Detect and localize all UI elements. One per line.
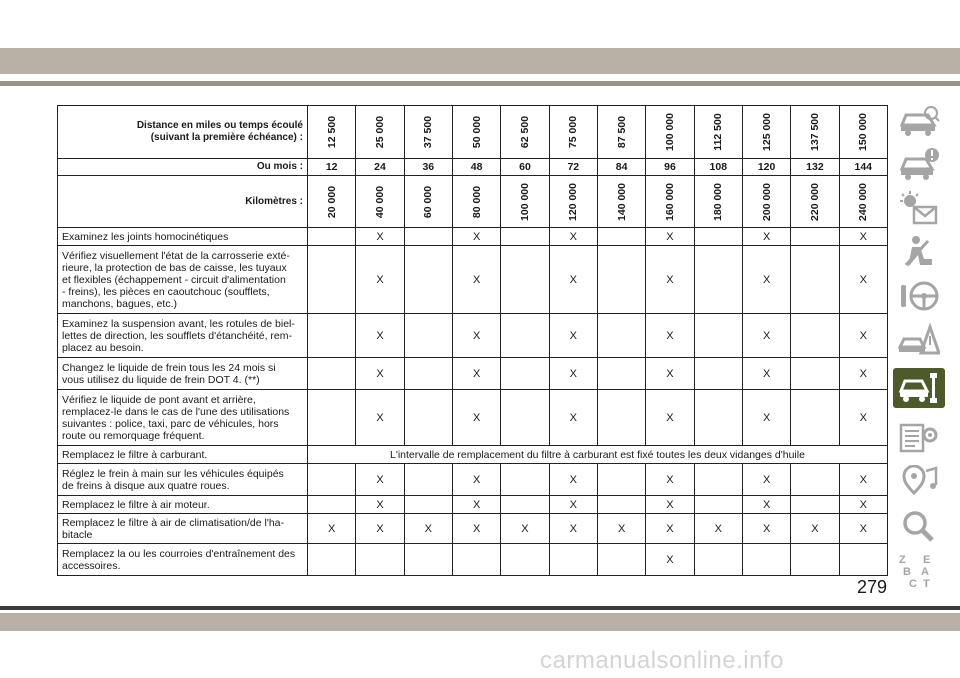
fuel-filter-interval-note: L'intervalle de remplacement du filtre à carburant est fixé toutes les deux vidanges d'huile <box>308 446 888 464</box>
interval-mark <box>791 228 839 246</box>
index-letter: T <box>923 578 930 590</box>
maintenance-row <box>58 358 888 390</box>
interval-mark: X <box>839 358 887 390</box>
interval-mark <box>742 544 790 576</box>
km-value: 240 000 <box>857 182 870 221</box>
maintenance-row <box>58 446 888 464</box>
miles-column-header <box>694 106 742 159</box>
footer-rule <box>0 606 960 610</box>
interval-mark <box>694 496 742 514</box>
interval-mark <box>839 544 887 576</box>
breakdown-icon[interactable] <box>893 320 945 360</box>
interval-mark <box>404 390 452 446</box>
maintenance-task-label: Examinez les joints homocinétiques <box>58 228 308 246</box>
km-value: 200 000 <box>760 182 773 221</box>
interval-mark <box>404 544 452 576</box>
months-value: 144 <box>839 159 887 176</box>
km-column-header <box>646 176 694 228</box>
months-label: Ou mois : <box>58 159 308 176</box>
interval-mark: X <box>452 514 500 544</box>
miles-value: 125 000 <box>760 113 773 151</box>
km-header-row <box>58 176 888 228</box>
interval-mark: X <box>694 514 742 544</box>
interval-mark: X <box>742 228 790 246</box>
distance-header-label <box>58 106 308 159</box>
interval-mark: X <box>356 314 404 358</box>
footer-band <box>0 613 960 631</box>
maintenance-task-label: Vérifiez le liquide de pont avant et arrière, remplacez-le dans le cas de l'une des utilisations suivantes : police, taxi, parc de véhicules, hors route ou remorquage fréquent. <box>58 390 308 446</box>
interval-mark: X <box>646 228 694 246</box>
interval-mark: X <box>549 358 597 390</box>
interval-mark <box>694 246 742 314</box>
interval-mark <box>791 544 839 576</box>
interval-mark <box>791 246 839 314</box>
interval-mark <box>308 544 356 576</box>
warning-lights-icon[interactable] <box>893 188 945 228</box>
interval-mark: X <box>646 514 694 544</box>
page-number: 279 <box>857 577 888 597</box>
miles-value: 87 500 <box>615 115 628 149</box>
miles-value: 75 000 <box>567 115 580 149</box>
interval-mark: X <box>452 390 500 446</box>
interval-mark: X <box>452 246 500 314</box>
maintenance-task-label: Réglez le frein à main sur les véhicules équipés de freins à disque aux quatre roues. <box>58 464 308 496</box>
interval-mark: X <box>742 358 790 390</box>
km-value: 60 000 <box>422 185 435 218</box>
interval-mark <box>501 464 549 496</box>
interval-mark <box>404 228 452 246</box>
interval-mark <box>501 496 549 514</box>
km-value: 100 000 <box>518 182 531 221</box>
months-value: 48 <box>452 159 500 176</box>
km-column-header <box>501 176 549 228</box>
interval-mark <box>501 390 549 446</box>
interval-mark: X <box>742 246 790 314</box>
warning-car-icon[interactable] <box>893 144 945 184</box>
interval-mark: X <box>452 228 500 246</box>
miles-value: 25 000 <box>373 115 386 149</box>
maintenance-table <box>57 105 888 576</box>
interval-mark: X <box>646 390 694 446</box>
interval-mark: X <box>839 246 887 314</box>
interval-mark: X <box>839 228 887 246</box>
header-rule <box>0 81 960 86</box>
interval-mark <box>356 544 404 576</box>
km-label: Kilomètres : <box>58 176 308 228</box>
miles-value: 100 000 <box>663 113 676 151</box>
km-column-header <box>597 176 645 228</box>
maintenance-task-label: Remplacez la ou les courroies d'entraînement des accessoires. <box>58 544 308 576</box>
miles-column-header <box>791 106 839 159</box>
miles-value: 50 000 <box>470 115 483 149</box>
interval-mark: X <box>646 544 694 576</box>
interval-mark: X <box>646 464 694 496</box>
miles-column-header <box>839 106 887 159</box>
interval-mark <box>549 544 597 576</box>
maintenance-task-label: Examinez la suspension avant, les rotules de biel- lettes de direction, les soufflets d'étanchéité, rem- placez au besoin. <box>58 314 308 358</box>
months-value: 120 <box>742 159 790 176</box>
interval-mark <box>694 544 742 576</box>
miles-value: 137 500 <box>808 113 821 151</box>
km-column-header <box>694 176 742 228</box>
index-letter: A <box>921 566 929 578</box>
interval-mark: X <box>549 246 597 314</box>
interval-mark <box>597 496 645 514</box>
miles-column-header <box>356 106 404 159</box>
interval-mark: X <box>742 496 790 514</box>
interval-mark <box>597 390 645 446</box>
km-value: 20 000 <box>325 185 338 218</box>
km-value: 180 000 <box>712 182 725 221</box>
interval-mark: X <box>646 496 694 514</box>
months-value: 96 <box>646 159 694 176</box>
maintenance-task-label: Vérifiez visuellement l'état de la carrosserie exté- rieure, la protection de bas de caisse, les tuyaux et flexibles (échappement - circuit d'alimentation - freins), les pièces en caoutchouc (soufflets, manchons, bagues, etc.) <box>58 246 308 314</box>
interval-mark: X <box>549 464 597 496</box>
months-value: 24 <box>356 159 404 176</box>
miles-column-header <box>597 106 645 159</box>
interval-mark: X <box>839 514 887 544</box>
interval-mark: X <box>356 464 404 496</box>
interval-mark <box>308 358 356 390</box>
km-column-header <box>404 176 452 228</box>
interval-mark <box>404 314 452 358</box>
months-value: 84 <box>597 159 645 176</box>
miles-column-header <box>742 106 790 159</box>
months-value: 72 <box>549 159 597 176</box>
interval-mark: X <box>356 514 404 544</box>
interval-mark <box>404 464 452 496</box>
interval-mark <box>597 464 645 496</box>
months-value: 60 <box>501 159 549 176</box>
interval-mark: X <box>839 464 887 496</box>
interval-mark: X <box>452 358 500 390</box>
km-column-header <box>549 176 597 228</box>
interval-mark: X <box>356 496 404 514</box>
km-column-header <box>839 176 887 228</box>
interval-mark: X <box>549 228 597 246</box>
miles-column-header <box>501 106 549 159</box>
interval-mark: X <box>742 390 790 446</box>
maintenance-row <box>58 228 888 246</box>
index-letter: Z <box>899 554 906 566</box>
interval-mark <box>597 314 645 358</box>
interval-mark <box>308 496 356 514</box>
interval-mark <box>501 544 549 576</box>
interval-mark <box>452 544 500 576</box>
km-column-header <box>308 176 356 228</box>
maintenance-row <box>58 246 888 314</box>
maintenance-task-label: Remplacez le filtre à carburant. <box>58 446 308 464</box>
miles-value: 37 500 <box>422 115 435 149</box>
interval-mark: X <box>839 390 887 446</box>
miles-header-row <box>58 106 888 159</box>
interval-mark <box>791 496 839 514</box>
interval-mark <box>501 314 549 358</box>
km-column-header <box>452 176 500 228</box>
months-value: 36 <box>404 159 452 176</box>
interval-mark: X <box>791 514 839 544</box>
miles-column-header <box>308 106 356 159</box>
interval-mark <box>404 246 452 314</box>
car-maintenance-icon[interactable] <box>893 368 945 408</box>
months-value: 132 <box>791 159 839 176</box>
km-value: 80 000 <box>470 185 483 218</box>
interval-mark: X <box>356 358 404 390</box>
miles-value: 112 500 <box>712 113 725 151</box>
km-column-header <box>791 176 839 228</box>
interval-mark: X <box>452 496 500 514</box>
km-value: 40 000 <box>373 185 386 218</box>
maintenance-task-label: Remplacez le filtre à air moteur. <box>58 496 308 514</box>
interval-mark <box>308 314 356 358</box>
months-value: 12 <box>308 159 356 176</box>
interval-mark <box>597 246 645 314</box>
interval-mark: X <box>549 514 597 544</box>
interval-mark: X <box>404 514 452 544</box>
interval-mark <box>597 228 645 246</box>
interval-mark <box>694 358 742 390</box>
miles-column-header <box>646 106 694 159</box>
interval-mark: X <box>839 496 887 514</box>
interval-mark: X <box>839 314 887 358</box>
km-column-header <box>356 176 404 228</box>
interval-mark: X <box>452 314 500 358</box>
interval-mark: X <box>356 390 404 446</box>
interval-mark: X <box>501 514 549 544</box>
interval-mark <box>501 228 549 246</box>
interval-mark <box>791 314 839 358</box>
maintenance-task-label: Changez le liquide de frein tous les 24 mois si vous utilisez du liquide de frein DOT 4. (**) <box>58 358 308 390</box>
interval-mark <box>501 246 549 314</box>
km-value: 120 000 <box>567 182 580 221</box>
interval-mark <box>694 390 742 446</box>
interval-mark <box>308 390 356 446</box>
interval-mark <box>694 464 742 496</box>
miles-column-header <box>452 106 500 159</box>
miles-value: 150 000 <box>857 113 870 151</box>
index-letter: B <box>903 566 911 578</box>
watermark: carmanualsonline.info <box>540 647 784 674</box>
interval-mark <box>404 358 452 390</box>
interval-mark <box>791 390 839 446</box>
steering-wheel-icon[interactable] <box>893 276 945 316</box>
interval-mark: X <box>646 314 694 358</box>
km-value: 160 000 <box>663 182 676 221</box>
interval-mark: X <box>549 390 597 446</box>
miles-column-header <box>404 106 452 159</box>
interval-mark: X <box>742 514 790 544</box>
interval-mark <box>308 464 356 496</box>
interval-mark: X <box>597 514 645 544</box>
km-value: 140 000 <box>615 182 628 221</box>
miles-value: 62 500 <box>518 115 531 149</box>
interval-mark <box>308 228 356 246</box>
months-value: 108 <box>694 159 742 176</box>
index-letter: C <box>909 578 917 590</box>
interval-mark: X <box>356 246 404 314</box>
maintenance-row <box>58 496 888 514</box>
interval-mark <box>308 246 356 314</box>
maintenance-task-label: Remplacez le filtre à air de climatisation/de l'ha- bitacle <box>58 514 308 544</box>
interval-mark: X <box>452 464 500 496</box>
km-column-header <box>742 176 790 228</box>
interval-mark <box>597 544 645 576</box>
index-letter: E <box>923 554 931 566</box>
dashboard-car-icon[interactable] <box>893 100 945 140</box>
maintenance-row <box>58 464 888 496</box>
interval-mark: X <box>549 496 597 514</box>
miles-value: 12 500 <box>325 115 338 149</box>
interval-mark: X <box>549 314 597 358</box>
maintenance-row <box>58 314 888 358</box>
audio-navigation-icon[interactable] <box>893 462 945 502</box>
interval-mark <box>597 358 645 390</box>
interval-mark: X <box>356 228 404 246</box>
interval-mark: X <box>308 514 356 544</box>
maintenance-row <box>58 514 888 544</box>
distance-label-line2: (suivant la première échéance) : <box>150 132 303 143</box>
interval-mark <box>694 314 742 358</box>
km-value: 220 000 <box>808 182 821 221</box>
months-header-row <box>58 159 888 176</box>
maintenance-row <box>58 544 888 576</box>
maintenance-row <box>58 390 888 446</box>
multimedia-settings-icon[interactable] <box>893 418 945 458</box>
interval-mark <box>791 464 839 496</box>
interval-mark <box>501 358 549 390</box>
interval-mark: X <box>646 246 694 314</box>
interval-mark: X <box>742 464 790 496</box>
miles-column-header <box>549 106 597 159</box>
header-band <box>0 48 960 74</box>
search-icon[interactable] <box>893 506 945 546</box>
interval-mark <box>404 496 452 514</box>
interval-mark: X <box>646 358 694 390</box>
interval-mark <box>694 228 742 246</box>
airbag-seat-icon[interactable] <box>893 232 945 272</box>
interval-mark: X <box>742 314 790 358</box>
index-letters-icon[interactable] <box>893 550 945 590</box>
distance-label-line1: Distance en miles ou temps écoulé <box>136 120 303 131</box>
interval-mark <box>791 358 839 390</box>
